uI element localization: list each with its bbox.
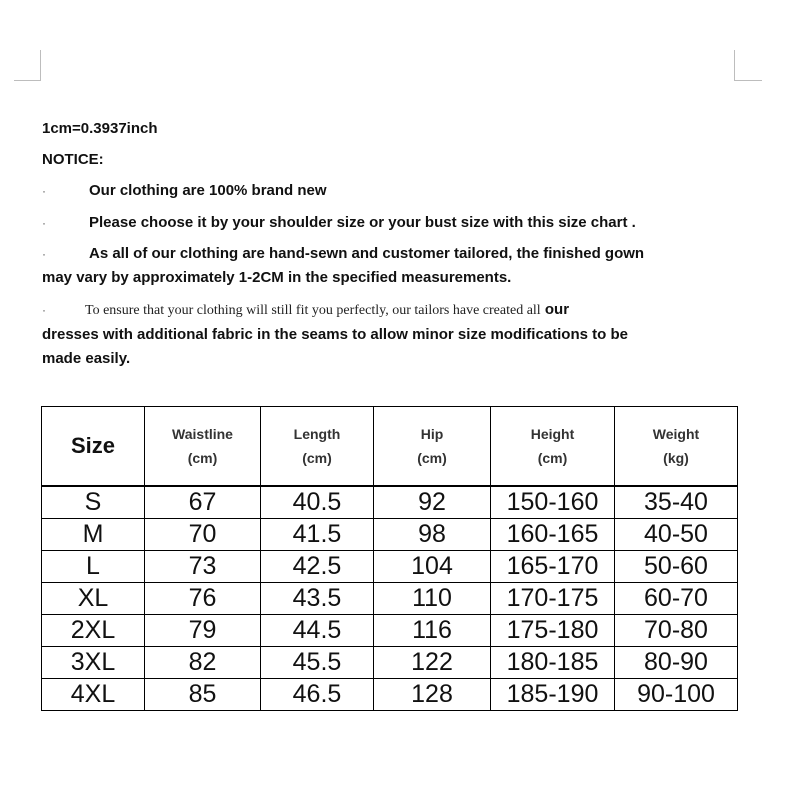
- cell-length: 40.5: [261, 486, 374, 519]
- table-header-row: [42, 407, 738, 487]
- cell-size: M: [42, 519, 145, 551]
- header-length-unit: (cm): [302, 450, 332, 466]
- cell-height: 175-180: [491, 615, 615, 647]
- conversion-note: 1cm=0.3937inch: [42, 120, 158, 137]
- cell-waistline: 76: [145, 583, 261, 615]
- cell-waistline: 79: [145, 615, 261, 647]
- bullet-1: ·: [42, 184, 46, 198]
- notice-item-4-line-2: dresses with additional fabric in the seams to allow minor size modifications to be: [42, 326, 628, 343]
- header-height: [491, 407, 615, 487]
- cell-weight: 40-50: [615, 519, 738, 551]
- cell-weight: 50-60: [615, 551, 738, 583]
- header-waistline: [145, 407, 261, 487]
- cell-hip: 128: [374, 679, 491, 711]
- cell-hip: 92: [374, 486, 491, 519]
- notice-item-4-line-3: made easily.: [42, 350, 131, 367]
- table-row: [42, 679, 738, 711]
- notice-item-3-line-2: may vary by approximately 1-2CM in the specified measurements.: [42, 269, 512, 286]
- cell-waistline: 73: [145, 551, 261, 583]
- cell-waistline: 85: [145, 679, 261, 711]
- cell-length: 42.5: [261, 551, 374, 583]
- header-waistline-name: Waistline: [172, 426, 233, 442]
- notice-item-3-line-1: As all of our clothing are hand-sewn and customer tailored, the finished gown: [89, 245, 645, 262]
- cell-length: 43.5: [261, 583, 374, 615]
- notice-item-4-line-1: [85, 301, 569, 319]
- header-weight-unit: (kg): [663, 450, 689, 466]
- cell-size: S: [42, 486, 145, 519]
- cell-height: 160-165: [491, 519, 615, 551]
- corner-mark-left-vertical: [40, 50, 41, 80]
- header-hip-unit: (cm): [417, 450, 447, 466]
- cell-length: 45.5: [261, 647, 374, 679]
- cell-waistline: 70: [145, 519, 261, 551]
- cell-hip: 98: [374, 519, 491, 551]
- cell-size: 3XL: [42, 647, 145, 679]
- notice-label: NOTICE:: [42, 151, 104, 168]
- cell-size: L: [42, 551, 145, 583]
- cell-weight: 35-40: [615, 486, 738, 519]
- header-height-name: Height: [530, 426, 575, 442]
- bullet-4: ·: [42, 303, 46, 317]
- header-hip: [374, 407, 491, 487]
- cell-size: 2XL: [42, 615, 145, 647]
- table-row: [42, 583, 738, 615]
- corner-mark-right-vertical: [734, 50, 735, 80]
- cell-hip: 122: [374, 647, 491, 679]
- cell-height: 170-175: [491, 583, 615, 615]
- table-row: [42, 486, 738, 519]
- header-weight: [615, 407, 738, 487]
- table-row: [42, 647, 738, 679]
- cell-waistline: 67: [145, 486, 261, 519]
- cell-length: 41.5: [261, 519, 374, 551]
- cell-size: 4XL: [42, 679, 145, 711]
- corner-mark-right-horizontal: [734, 80, 762, 81]
- cell-weight: 60-70: [615, 583, 738, 615]
- header-length-name: Length: [293, 426, 341, 442]
- cell-hip: 110: [374, 583, 491, 615]
- header-waistline-unit: (cm): [187, 450, 218, 466]
- cell-weight: 90-100: [615, 679, 738, 711]
- notice-item-4-line-1-tail: our: [544, 301, 570, 318]
- cell-size: XL: [42, 583, 145, 615]
- table-row: [42, 551, 738, 583]
- table-row: [42, 615, 738, 647]
- corner-mark-left-horizontal: [14, 80, 41, 81]
- cell-weight: 70-80: [615, 615, 738, 647]
- header-weight-name: Weight: [652, 426, 700, 442]
- bullet-3: ·: [42, 247, 46, 261]
- notice-item-2: Please choose it by your shoulder size or your bust size with this size chart .: [89, 214, 636, 231]
- bullet-2: ·: [42, 216, 46, 230]
- cell-waistline: 82: [145, 647, 261, 679]
- cell-height: 165-170: [491, 551, 615, 583]
- cell-weight: 80-90: [615, 647, 738, 679]
- header-hip-name: Hip: [420, 426, 444, 442]
- notice-item-4-line-1-text: To ensure that your clothing will still fit you perfectly, our tailors have created all: [85, 303, 541, 318]
- size-chart-table: [41, 406, 738, 711]
- header-length: [261, 407, 374, 487]
- cell-hip: 116: [374, 615, 491, 647]
- header-height-unit: (cm): [537, 450, 568, 466]
- header-size: Size: [42, 407, 145, 487]
- cell-length: 46.5: [261, 679, 374, 711]
- cell-height: 150-160: [491, 486, 615, 519]
- cell-length: 44.5: [261, 615, 374, 647]
- cell-height: 180-185: [491, 647, 615, 679]
- cell-hip: 104: [374, 551, 491, 583]
- table-row: [42, 519, 738, 551]
- cell-height: 185-190: [491, 679, 615, 711]
- notice-item-1: Our clothing are 100% brand new: [89, 182, 327, 199]
